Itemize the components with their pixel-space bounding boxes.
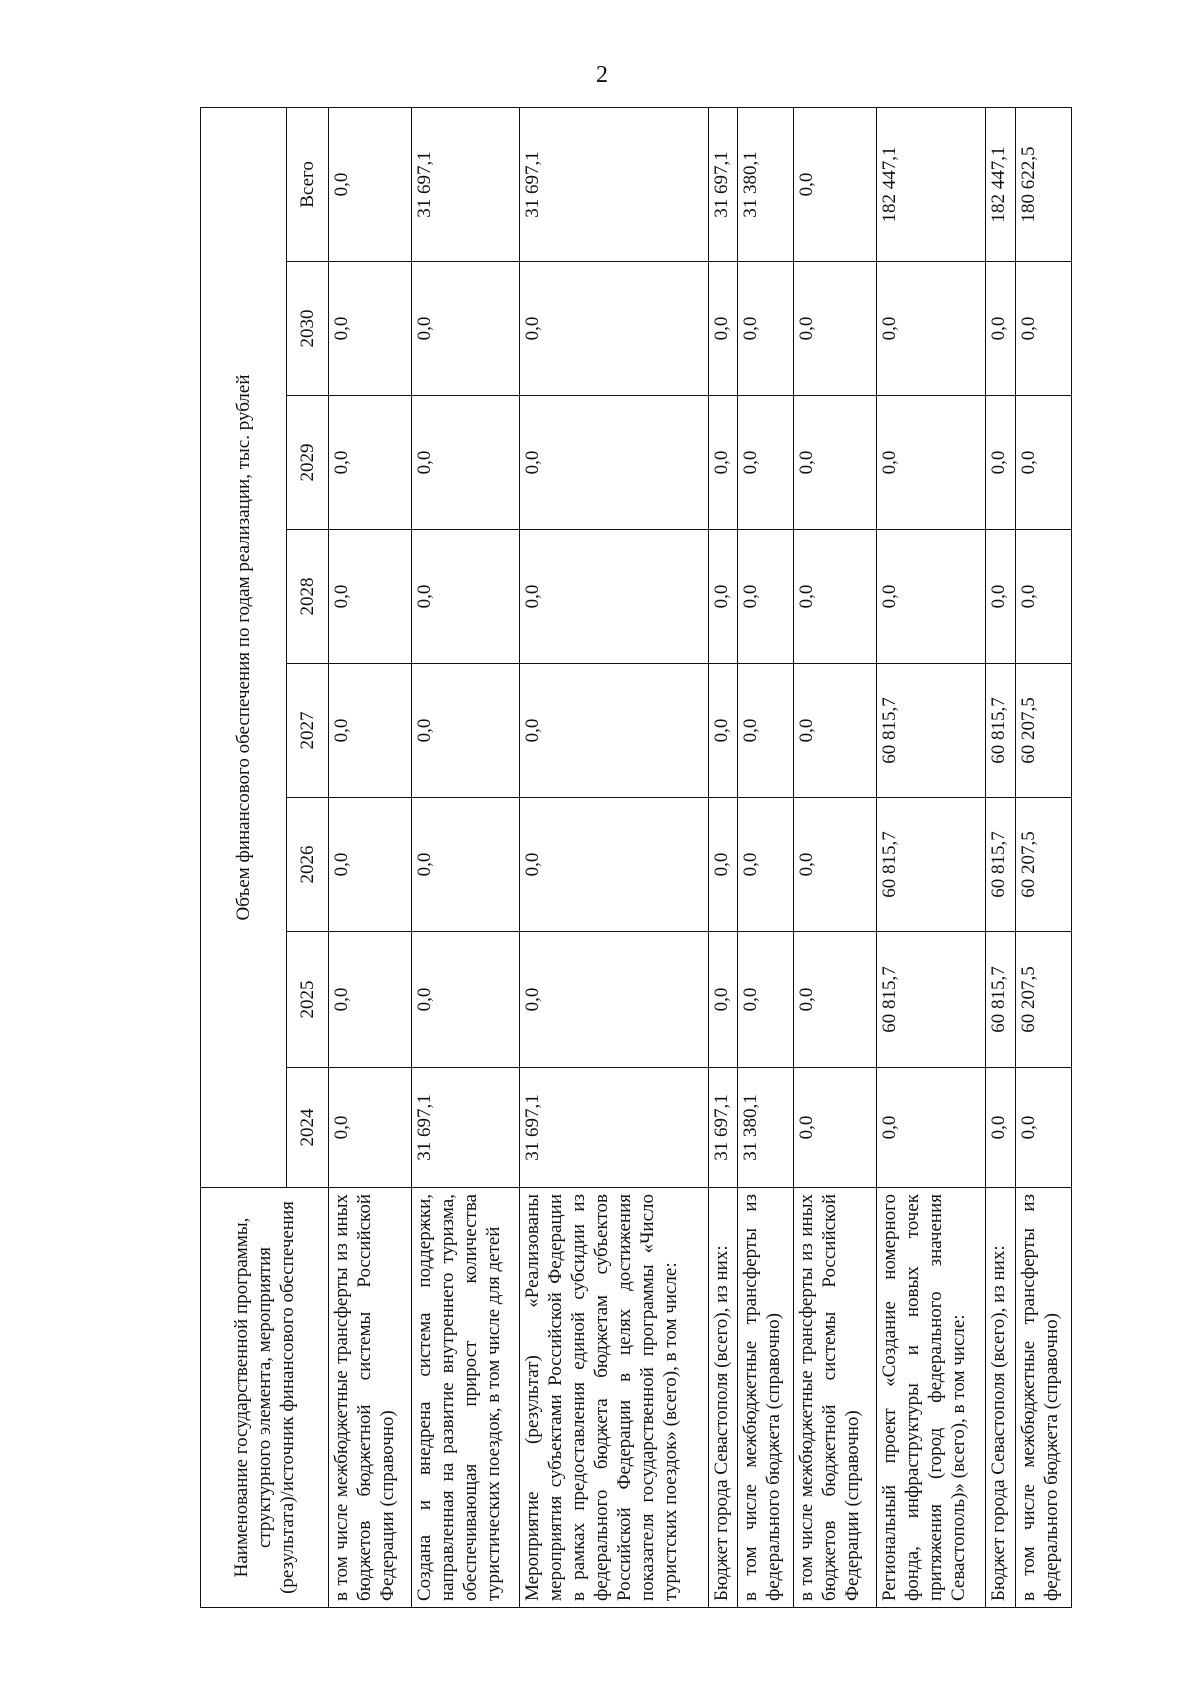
row-name: в том числе межбюджетные трансферты из федерального бюджета (справочно)	[1015, 1188, 1071, 1608]
row-name: в том числе межбюджетные трансферты из федерального бюджета (справочно)	[738, 1188, 794, 1608]
cell-value: 0,0	[329, 664, 412, 798]
cell-total: 0,0	[329, 107, 412, 261]
table-row	[411, 107, 520, 1607]
cell-value: 0,0	[411, 798, 520, 932]
row-name: Мероприятие (результат) «Реализованы мероприятия субъектами Российской Федерации в рамках предоставления единой субсидии из федерального бюджета бюджетам субъектов Российской Федерации в целях достижения показателя государственной программы «Число туристских поездок» (всего), в том числе:	[520, 1188, 708, 1608]
cell-value: 0,0	[985, 1068, 1015, 1188]
cell-total: 31 697,1	[708, 107, 738, 261]
header-year: 2024	[287, 1068, 329, 1188]
cell-value: 0,0	[708, 530, 738, 664]
header-year: 2029	[287, 396, 329, 530]
header-total: Всего	[287, 107, 329, 261]
cell-value: 0,0	[738, 530, 794, 664]
cell-value: 0,0	[877, 1068, 986, 1188]
cell-value: 0,0	[794, 664, 877, 798]
cell-total: 0,0	[794, 107, 877, 261]
header-year: 2028	[287, 530, 329, 664]
cell-value: 31 380,1	[738, 1068, 794, 1188]
table-row	[708, 107, 738, 1607]
cell-value: 60 815,7	[985, 798, 1015, 932]
cell-total: 31 697,1	[411, 107, 520, 261]
row-name: Региональный проект «Создание номерного фонда, инфраструктуры и новых точек притяжения (город федерального значения Севастополь)» (всего), в том числе:	[877, 1188, 986, 1608]
table-row	[738, 107, 794, 1607]
cell-value: 0,0	[1015, 262, 1071, 396]
cell-value: 0,0	[329, 396, 412, 530]
cell-value: 60 815,7	[985, 664, 1015, 798]
cell-value: 0,0	[329, 262, 412, 396]
cell-value: 0,0	[794, 932, 877, 1068]
cell-value: 0,0	[708, 798, 738, 932]
cell-value: 60 207,5	[1015, 664, 1071, 798]
cell-total: 31 697,1	[520, 107, 708, 261]
cell-value: 60 815,7	[877, 932, 986, 1068]
cell-value: 0,0	[738, 798, 794, 932]
cell-value: 0,0	[708, 932, 738, 1068]
cell-value: 31 697,1	[520, 1068, 708, 1188]
header-funding-group: Объем финансового обеспечения по годам реализации, тыс. рублей	[201, 107, 287, 1187]
cell-value: 0,0	[1015, 1068, 1071, 1188]
header-year: 2026	[287, 798, 329, 932]
cell-value: 0,0	[329, 932, 412, 1068]
header-year: 2025	[287, 932, 329, 1068]
cell-value: 0,0	[520, 396, 708, 530]
table-row	[1015, 107, 1071, 1607]
rotated-table-container	[200, 108, 1072, 1608]
cell-value: 0,0	[1015, 396, 1071, 530]
table-row	[329, 107, 412, 1607]
cell-value: 0,0	[329, 1068, 412, 1188]
cell-value: 0,0	[738, 664, 794, 798]
table-row	[520, 107, 708, 1607]
header-name-column: Наименование государственной программы, структурного элемента, мероприятия (результата)/источник финансового обеспечения	[201, 1188, 329, 1608]
cell-value: 0,0	[1015, 530, 1071, 664]
cell-value: 0,0	[794, 798, 877, 932]
row-name: в том числе межбюджетные трансферты из иных бюджетов бюджетной системы Российской Федерации (справочно)	[794, 1188, 877, 1608]
cell-value: 0,0	[520, 798, 708, 932]
cell-value: 60 815,7	[985, 932, 1015, 1068]
header-year: 2027	[287, 664, 329, 798]
cell-value: 0,0	[985, 396, 1015, 530]
cell-value: 0,0	[411, 262, 520, 396]
cell-value: 0,0	[794, 1068, 877, 1188]
cell-value: 0,0	[329, 798, 412, 932]
cell-value: 60 815,7	[877, 798, 986, 932]
table-row	[985, 107, 1015, 1607]
row-name: Бюджет города Севастополя (всего), из них:	[708, 1188, 738, 1608]
cell-value: 60 207,5	[1015, 798, 1071, 932]
cell-value: 31 697,1	[708, 1068, 738, 1188]
cell-value: 0,0	[411, 396, 520, 530]
cell-value: 0,0	[520, 932, 708, 1068]
cell-value: 0,0	[708, 664, 738, 798]
table-row	[877, 107, 986, 1607]
cell-value: 0,0	[794, 396, 877, 530]
cell-value: 0,0	[738, 932, 794, 1068]
cell-value: 60 815,7	[877, 664, 986, 798]
row-name: в том числе межбюджетные трансферты из иных бюджетов бюджетной системы Российской Федерации (справочно)	[329, 1188, 412, 1608]
cell-value: 0,0	[520, 664, 708, 798]
cell-value: 0,0	[411, 664, 520, 798]
funding-table	[200, 107, 1072, 1608]
table-row	[794, 107, 877, 1607]
cell-value: 0,0	[877, 396, 986, 530]
cell-total: 182 447,1	[877, 107, 986, 261]
cell-value: 60 207,5	[1015, 932, 1071, 1068]
cell-value: 0,0	[877, 262, 986, 396]
page-number: 2	[596, 62, 608, 88]
cell-total: 180 622,5	[1015, 107, 1071, 261]
header-year: 2030	[287, 262, 329, 396]
cell-value: 0,0	[329, 530, 412, 664]
row-name: Бюджет города Севастополя (всего), из них:	[985, 1188, 1015, 1608]
cell-value: 0,0	[877, 530, 986, 664]
cell-value: 0,0	[708, 396, 738, 530]
cell-value: 0,0	[794, 262, 877, 396]
cell-value: 0,0	[738, 396, 794, 530]
cell-value: 0,0	[520, 530, 708, 664]
cell-value: 0,0	[520, 262, 708, 396]
cell-value: 31 697,1	[411, 1068, 520, 1188]
cell-value: 0,0	[738, 262, 794, 396]
cell-total: 182 447,1	[985, 107, 1015, 261]
cell-value: 0,0	[411, 530, 520, 664]
row-name: Создана и внедрена система поддержки, направленная на развитие внутреннего туризма, обеспечивающая прирост количества туристических поездок, в том числе для детей	[411, 1188, 520, 1608]
cell-total: 31 380,1	[738, 107, 794, 261]
cell-value: 0,0	[411, 932, 520, 1068]
cell-value: 0,0	[985, 262, 1015, 396]
cell-value: 0,0	[708, 262, 738, 396]
cell-value: 0,0	[985, 530, 1015, 664]
cell-value: 0,0	[794, 530, 877, 664]
